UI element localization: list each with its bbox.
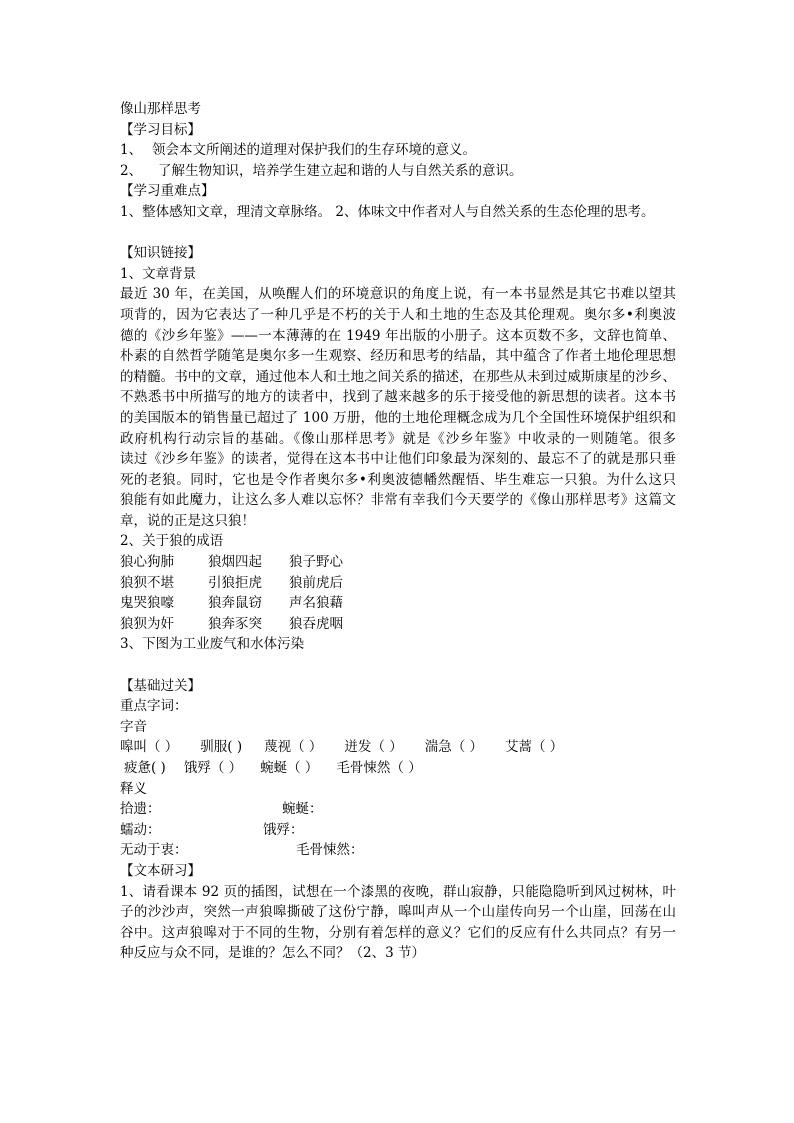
pronunciation-item: 嗥叫（ ） — [120, 739, 179, 756]
key-words-label: 重点字词： — [120, 698, 188, 715]
knowledge-heading: 【知识链接】 — [120, 245, 201, 262]
goal-item — [120, 161, 676, 182]
meaning-term: 毛骨悚然： — [296, 842, 364, 859]
key-points-text: 1、整体感知文章，理清文章脉络。 2、体味文中作者对人与自然关系的生态伦理的思考。 — [120, 203, 655, 220]
idioms-table — [120, 552, 676, 634]
study-question — [120, 882, 676, 964]
meaning-term: 蜿蜒： — [282, 801, 323, 818]
goal-text: 了解生物知识，培养学生建立起和谐的人与自然关系的意识。 — [158, 162, 523, 179]
meaning-label: 释义 — [120, 780, 147, 797]
pronunciation-item: 蔑视（ ） — [264, 739, 323, 756]
paragraph-line: 读过《沙乡年鉴》的读者，觉得在这本书中让他们印象最为深刻的、最忘不了的就是那只垂 — [120, 451, 676, 468]
background-title: 1、文章背景 — [120, 265, 197, 282]
pronunciation-label: 字音 — [120, 718, 147, 735]
paragraph-line: 死的老狼。同时，它也是令作者奥尔多•利奥波德幡然醒悟、毕生难忘一只狼。为什么这只 — [120, 471, 676, 488]
pronunciation-item: 蜿蜒（ ） — [260, 760, 319, 776]
meaning-row — [120, 840, 676, 861]
idiom-row — [120, 614, 676, 635]
study-heading: 【文本研习】 — [120, 862, 201, 879]
idiom: 狼狈为奸 — [120, 615, 174, 632]
goal-text: 领会本文所阐述的道理对保护我们的生存环境的意义。 — [152, 142, 476, 159]
meaning-row — [120, 820, 676, 841]
paragraph-line: 不熟悉书中所描写的地方的读者中，找到了越来越多的乐于接受他的新思想的读者。这本书 — [120, 389, 676, 406]
goals-heading: 【学习目标】 — [120, 121, 201, 138]
key-points-heading: 【学习重难点】 — [120, 183, 215, 200]
pronunciation-item: 迸发（ ） — [344, 739, 403, 756]
question-line: 子的沙沙声，突然一声狼嗥撕破了这份宁静，嗥叫声从一个山崖传向另一个山崖，回荡在山 — [120, 904, 676, 921]
idiom: 狼狈不堪 — [120, 574, 174, 591]
paragraph-line: 项背的，因为它表达了一种几乎是不朽的关于人和土地的生态及其伦理观。奥尔多•利奥波 — [120, 306, 676, 323]
idiom: 狼奔鼠窃 — [208, 595, 262, 612]
pronunciation-item: 饿殍（ ） — [183, 760, 243, 776]
paragraph-line: 德的《沙乡年鉴》——一本薄薄的在 1949 年出版的小册子。这本页数不多，文辞也简单、 — [120, 327, 676, 344]
goal-number: 2、 — [120, 162, 143, 179]
pronunciation-row — [120, 737, 676, 758]
idiom: 鬼哭狼嚎 — [120, 595, 174, 612]
idiom: 狼子野心 — [289, 554, 343, 571]
background-paragraph — [120, 284, 676, 531]
paragraph-line: 狼能有如此魔力，让这么多人难以忘怀？非常有幸我们今天要学的《像山那样思考》这篇文 — [120, 492, 676, 509]
paragraph-line: 的美国版本的销售量已超过了 100 万册，他的土地伦理概念成为几个全国性环境保护组织和 — [120, 409, 676, 426]
pronunciation-item: 疲惫( ) — [124, 760, 166, 776]
paragraph-line: 政府机构行动宗旨的基础。《像山那样思考》就是《沙乡年鉴》中收录的一则随笔。很多 — [120, 430, 676, 447]
idiom-row — [120, 593, 676, 614]
meaning-term: 拾遗： — [120, 801, 161, 818]
pollution-title: 3、下图为工业废气和水体污染 — [120, 636, 305, 653]
idiom: 狼前虎后 — [289, 574, 343, 591]
document-title: 像山那样思考 — [120, 101, 201, 117]
question-line: 1、请看课本 92 页的插图，试想在一个漆黑的夜晚，群山寂静，只能隐隐听到风过树林，叶 — [120, 883, 676, 900]
idiom: 狼奔豕突 — [208, 615, 262, 632]
spacer — [120, 223, 676, 244]
pronunciation-item: 毛骨悚然（ ） — [336, 760, 422, 776]
paragraph-line: 的精髓。书中的文章，通过他本人和土地之间关系的描述，在那些从未到过威斯康星的沙乡、 — [120, 368, 676, 385]
pronunciation-item: 驯服( ) — [200, 739, 243, 756]
question-line: 谷中。这声狼嗥对于不同的生物，分别有着怎样的意义？它们的反应有什么共同点？有另一 — [120, 924, 676, 941]
pronunciation-row — [120, 758, 676, 779]
paragraph-line: 最近 30 年，在美国，从唤醒人们的环境意识的角度上说，有一本书显然是其它书难以望其 — [120, 286, 676, 303]
pronunciation-item: 湍急（ ） — [424, 739, 484, 756]
meaning-term: 饿殍： — [263, 821, 304, 838]
idiom: 狼心狗肺 — [120, 554, 174, 571]
idiom: 声名狼藉 — [289, 595, 343, 612]
idiom: 狼烟四起 — [208, 554, 262, 571]
goal-item — [120, 140, 676, 161]
idiom-row — [120, 573, 676, 594]
goal-number: 1、 — [120, 142, 143, 159]
idiom-row — [120, 552, 676, 573]
paragraph-line: 朴素的自然哲学随笔是奥尔多一生观察、经历和思考的结晶，其中蕴含了作者土地伦理思想 — [120, 348, 676, 365]
basics-heading: 【基础过关】 — [120, 677, 201, 694]
meaning-term: 无动于衷： — [120, 842, 188, 859]
paragraph-line: 章，说的正是这只狼！ — [120, 512, 255, 529]
document-page — [120, 99, 676, 964]
idiom: 引狼拒虎 — [208, 574, 262, 591]
spacer — [120, 655, 676, 676]
idioms-title: 2、关于狼的成语 — [120, 533, 224, 550]
idiom: 狼吞虎咽 — [289, 615, 343, 632]
meaning-row — [120, 799, 676, 820]
pronunciation-item: 艾蒿（ ） — [505, 739, 564, 756]
meaning-term: 蠕动： — [120, 821, 161, 838]
question-line: 种反应与众不同，是谁的？怎么不同？（2、3 节） — [120, 945, 425, 962]
